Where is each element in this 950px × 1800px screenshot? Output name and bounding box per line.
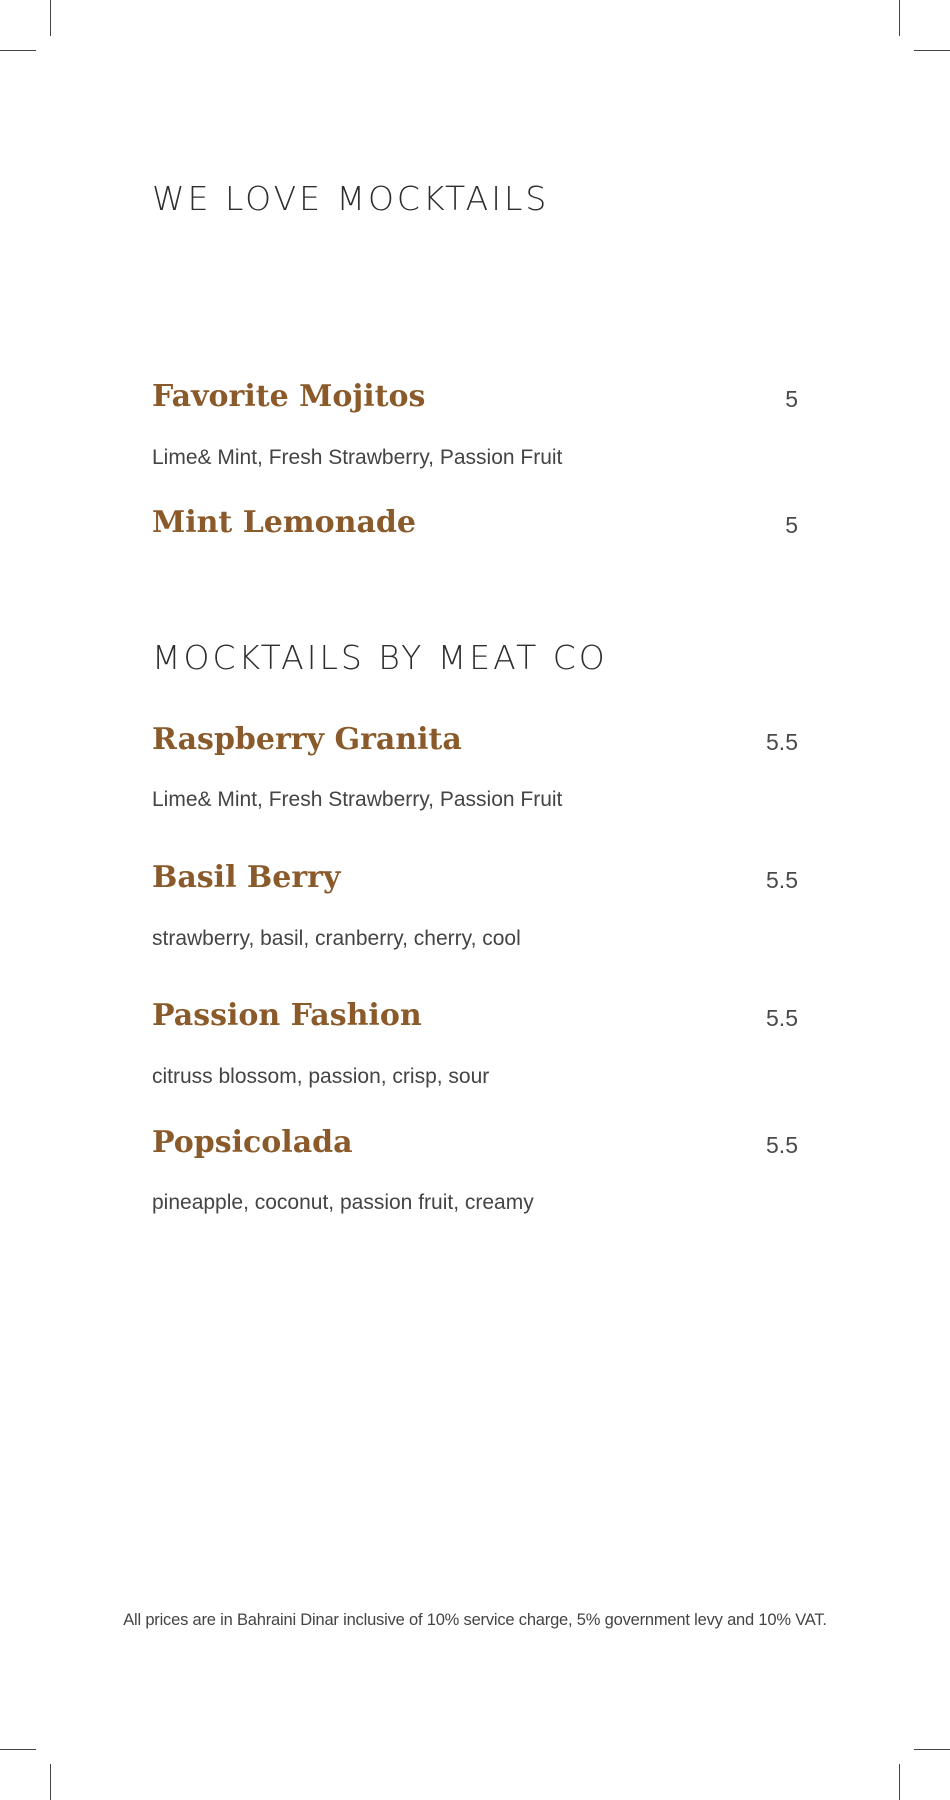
item-name: Passion Fashion bbox=[152, 998, 422, 1033]
item-price: 5.5 bbox=[766, 1005, 798, 1031]
item-price: 5.5 bbox=[766, 1132, 798, 1158]
crop-mark-bottom-left-horizontal bbox=[0, 1749, 36, 1750]
item-name: Basil Berry bbox=[152, 860, 341, 895]
crop-mark-top-right-vertical bbox=[899, 0, 900, 36]
item-price: 5 bbox=[785, 386, 798, 412]
item-name: Raspberry Granita bbox=[152, 722, 462, 757]
section-title-mocktails-by-meat-co: MOCKTAILS BY MEAT CO bbox=[152, 638, 608, 677]
crop-mark-bottom-right-vertical bbox=[899, 1764, 900, 1800]
item-description: strawberry, basil, cranberry, cherry, cool bbox=[152, 927, 521, 950]
crop-mark-bottom-left-vertical bbox=[50, 1764, 51, 1800]
item-description: Lime& Mint, Fresh Strawberry, Passion Fruit bbox=[152, 788, 563, 811]
crop-mark-top-left-vertical bbox=[50, 0, 51, 36]
item-name: Favorite Mojitos bbox=[152, 379, 426, 414]
crop-mark-bottom-right-horizontal bbox=[914, 1749, 950, 1750]
item-price: 5.5 bbox=[766, 867, 798, 893]
item-description: citruss blossom, passion, crisp, sour bbox=[152, 1065, 490, 1088]
crop-mark-top-right-horizontal bbox=[914, 50, 950, 51]
item-price: 5 bbox=[785, 512, 798, 538]
item-name: Popsicolada bbox=[152, 1125, 353, 1160]
item-price: 5.5 bbox=[766, 729, 798, 755]
price-disclaimer: All prices are in Bahraini Dinar inclusive of 10% service charge, 5% government levy and 10% VAT. bbox=[123, 1611, 827, 1629]
item-description: Lime& Mint, Fresh Strawberry, Passion Fruit bbox=[152, 446, 563, 469]
section-title-we-love-mocktails: WE LOVE MOCKTAILS bbox=[152, 179, 550, 218]
crop-mark-top-left-horizontal bbox=[0, 50, 36, 51]
item-description: pineapple, coconut, passion fruit, creamy bbox=[152, 1191, 534, 1214]
item-name: Mint Lemonade bbox=[152, 505, 416, 540]
